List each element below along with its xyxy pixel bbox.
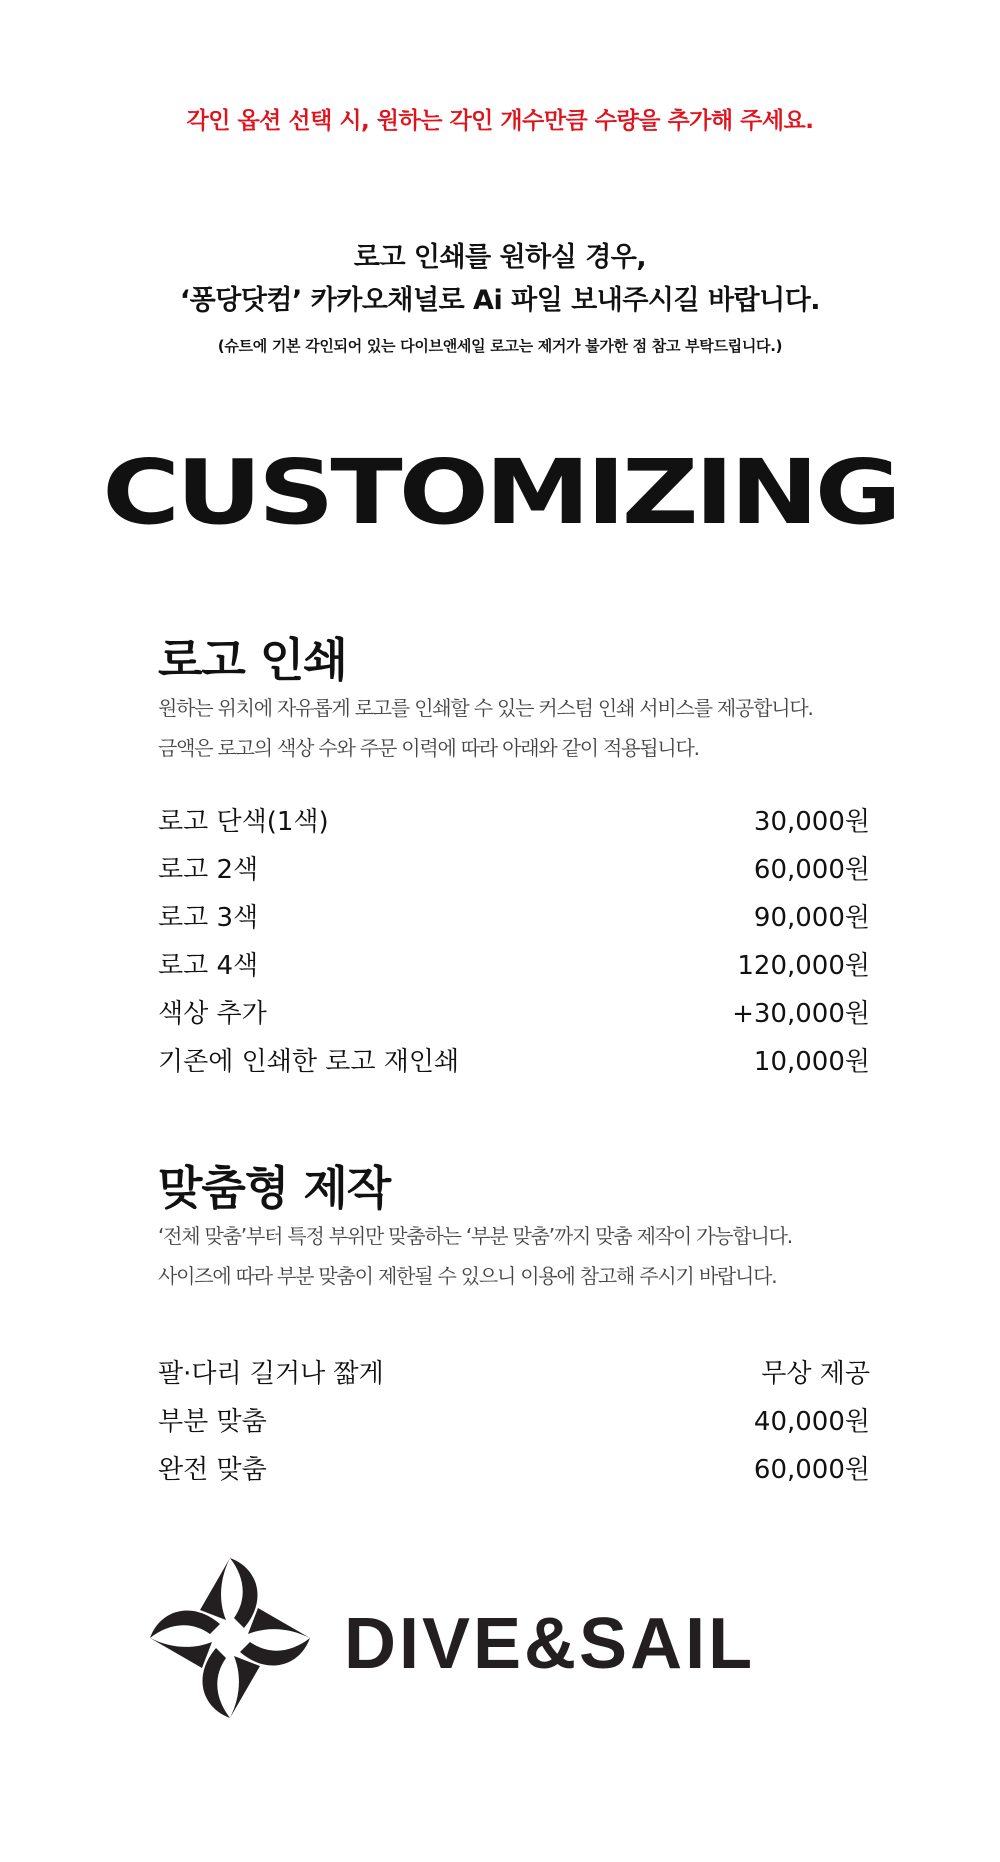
price-row (158, 795, 870, 843)
price-value: 120,000원 (737, 950, 870, 981)
custom-fit-title: 맞춤형 제작 (158, 1161, 391, 1215)
price-value: 40,000원 (753, 1406, 870, 1437)
logo-print-desc-line-2: 금액은 로고의 색상 수와 주문 이력에 따라 아래와 같이 적용됩니다. (158, 736, 699, 760)
custom-fit-price-list (158, 1347, 870, 1491)
price-label: 로고 3색 (158, 902, 259, 933)
logo-request-line-2: ‘퐁당닷컴’ 카카오채널로 Ai 파일 보내주시길 바랍니다. (179, 285, 821, 316)
logo-request-notice (0, 236, 1000, 322)
custom-fit-description (158, 1216, 878, 1296)
price-value: 무상 제공 (761, 1358, 870, 1389)
suit-logo-note: (슈트에 기본 각인되어 있는 다이브앤세일 로고는 제거가 불가한 점 참고 부탁드립니다.) (217, 337, 783, 355)
custom-fit-desc-line-1: ‘전체 맞춤’부터 특정 부위만 맞춤하는 ‘부분 맞춤’까지 맞춤 제작이 가능합니다. (158, 1224, 792, 1248)
price-label: 로고 4색 (158, 950, 259, 981)
price-value: 10,000원 (753, 1046, 870, 1077)
price-row (158, 1035, 870, 1083)
price-label: 부분 맞춤 (158, 1406, 267, 1437)
price-label: 완전 맞춤 (158, 1454, 267, 1485)
price-row (158, 939, 870, 987)
brand-wordmark: DIVE&SAIL (344, 1604, 756, 1684)
price-label: 기존에 인쇄한 로고 재인쇄 (158, 1046, 460, 1077)
price-value: 60,000원 (753, 854, 870, 885)
price-label: 색상 추가 (158, 998, 267, 1029)
price-row (158, 1347, 870, 1395)
price-label: 로고 단색(1색) (158, 806, 329, 837)
customizing-banner-title: CUSTOMIZING (102, 440, 898, 544)
logo-print-desc-line-1: 원하는 위치에 자유롭게 로고를 인쇄할 수 있는 커스텀 인쇄 서비스를 제공합니다. (158, 696, 813, 720)
price-value: 60,000원 (753, 1454, 870, 1485)
price-row (158, 987, 870, 1035)
price-row (158, 1395, 870, 1443)
price-label: 팔·다리 길거나 짧게 (158, 1358, 384, 1389)
engraving-notice: 각인 옵션 선택 시, 원하는 각인 개수만큼 수량을 추가해 주세요. (186, 108, 814, 134)
price-value: 30,000원 (753, 806, 870, 837)
dive-and-sail-pinwheel-logo-icon (140, 1548, 320, 1732)
logo-print-price-list (158, 795, 870, 1083)
custom-fit-desc-line-2: 사이즈에 따라 부분 맞춤이 제한될 수 있으니 이용에 참고해 주시기 바랍니다. (158, 1264, 777, 1288)
logo-request-line-1: 로고 인쇄를 원하실 경우, (353, 242, 647, 273)
price-value: 90,000원 (753, 902, 870, 933)
price-row (158, 1443, 870, 1491)
logo-print-description (158, 688, 878, 768)
logo-print-title: 로고 인쇄 (158, 633, 347, 687)
price-row (158, 843, 870, 891)
price-label: 로고 2색 (158, 854, 259, 885)
price-value: +30,000원 (732, 998, 870, 1029)
price-row (158, 891, 870, 939)
